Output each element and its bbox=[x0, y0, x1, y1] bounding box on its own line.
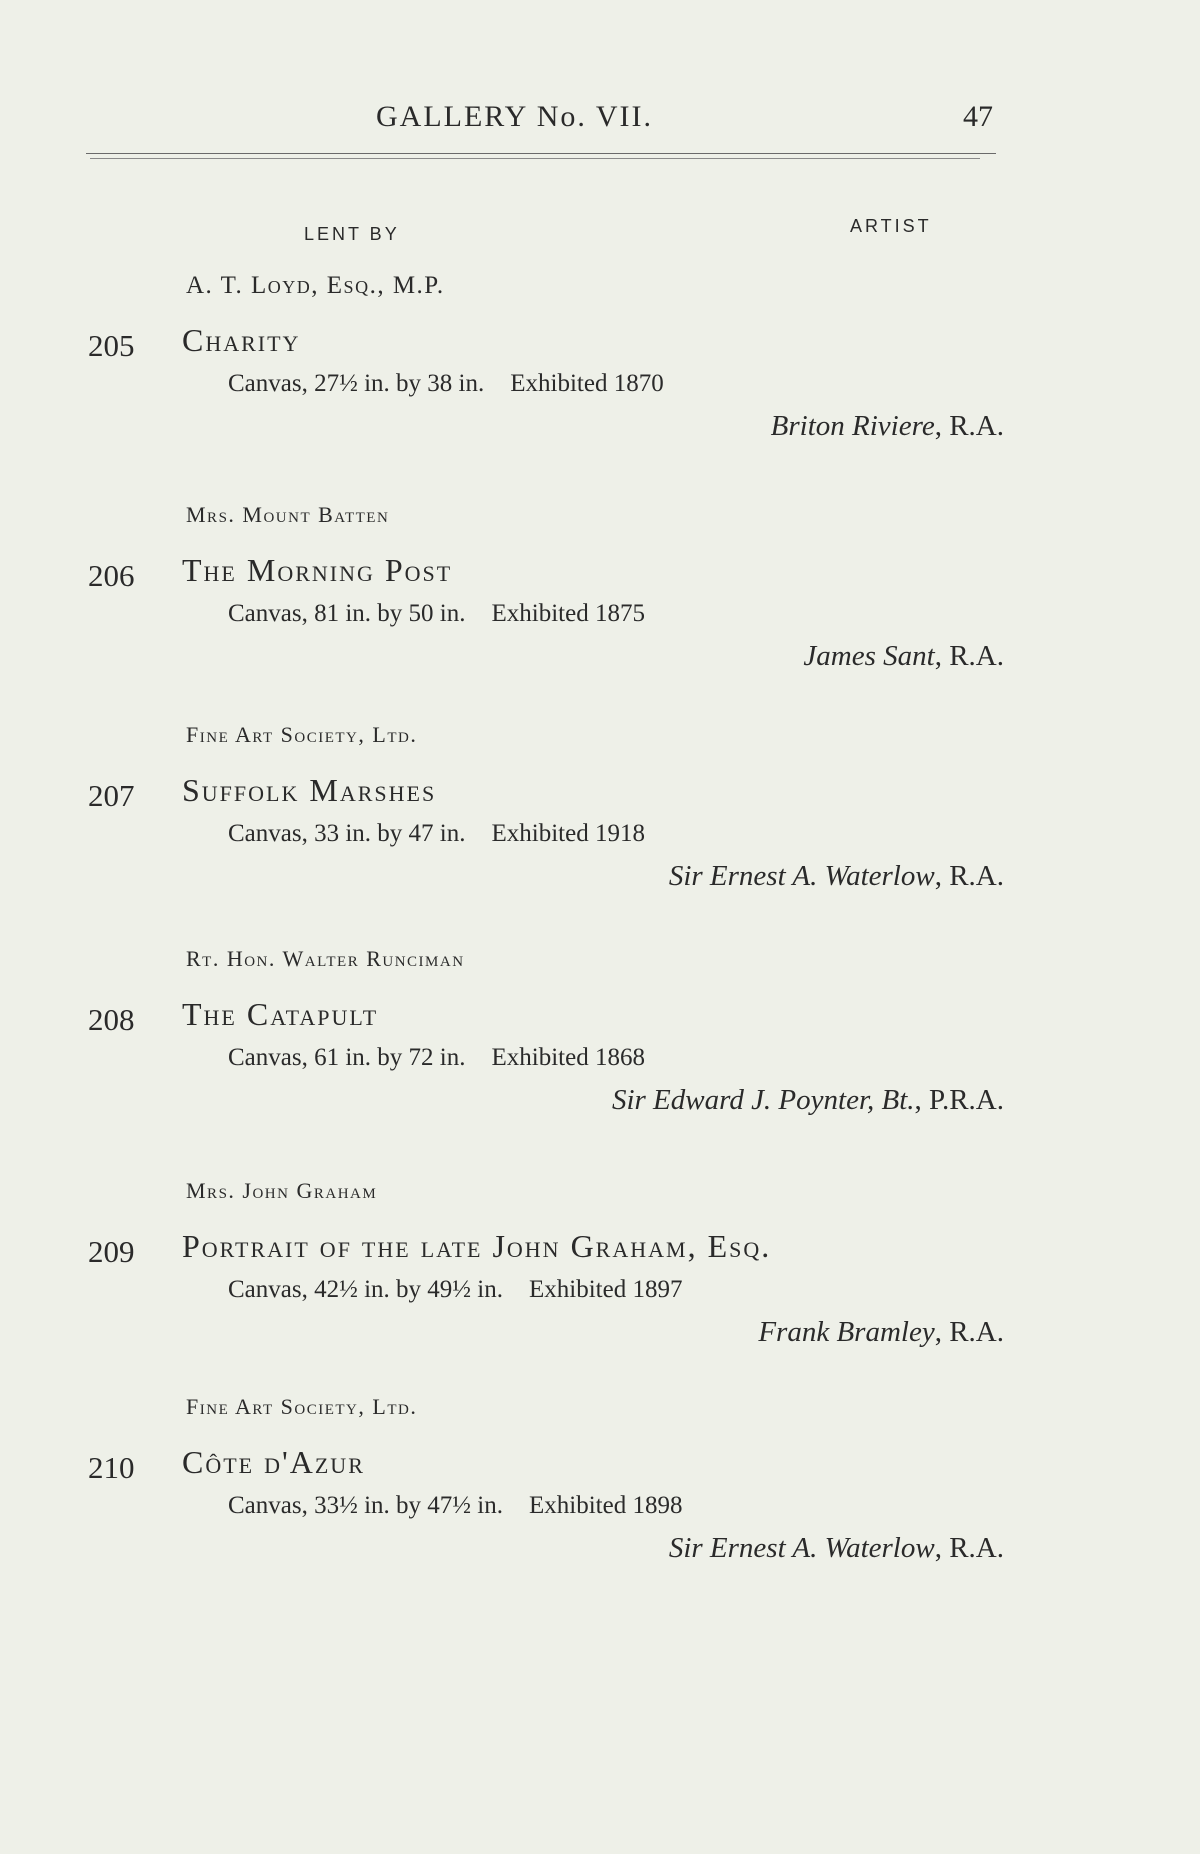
entry-number: 206 bbox=[88, 558, 135, 593]
medium-size: Canvas, 42½ in. by 49½ in. bbox=[228, 1276, 503, 1303]
painting-title: Côte d'Azur bbox=[182, 1444, 365, 1480]
exhibited-year: Exhibited 1868 bbox=[491, 1044, 645, 1071]
medium-size: Canvas, 81 in. by 50 in. bbox=[228, 600, 466, 627]
lender: Fine Art Society, Ltd. bbox=[186, 1394, 418, 1419]
artist-name: Sir Edward J. Poynter, Bt. bbox=[611, 1084, 915, 1116]
painting-details bbox=[228, 1044, 645, 1072]
painting-title: Suffolk Marshes bbox=[182, 772, 437, 808]
column-heading-lent-by: LENT BY bbox=[304, 224, 400, 244]
catalogue-entry bbox=[0, 502, 1200, 702]
header-rule-top bbox=[86, 153, 996, 154]
painting-title: Charity bbox=[182, 322, 301, 358]
exhibited-year: Exhibited 1875 bbox=[491, 600, 645, 627]
painting-title: The Catapult bbox=[182, 996, 379, 1032]
artist bbox=[612, 1084, 1004, 1117]
exhibited-year: Exhibited 1898 bbox=[529, 1492, 683, 1519]
entry-number: 205 bbox=[88, 328, 135, 363]
gallery-title: GALLERY No. VII. bbox=[376, 100, 653, 133]
medium-size: Canvas, 61 in. by 72 in. bbox=[228, 1044, 466, 1071]
lender: Mrs. Mount Batten bbox=[186, 502, 390, 527]
artist-suffix: , P.R.A. bbox=[914, 1084, 1004, 1116]
exhibited-year: Exhibited 1870 bbox=[510, 370, 664, 397]
exhibited-year: Exhibited 1897 bbox=[529, 1276, 683, 1303]
artist bbox=[758, 1316, 1004, 1349]
artist-suffix: , R.A. bbox=[934, 640, 1004, 672]
page-number: 47 bbox=[963, 100, 993, 133]
artist bbox=[669, 860, 1004, 893]
artist-name: Sir Ernest A. Waterlow bbox=[668, 860, 935, 892]
catalogue-entry bbox=[0, 722, 1200, 922]
artist-name: Briton Riviere bbox=[770, 410, 935, 442]
medium-size: Canvas, 33 in. by 47 in. bbox=[228, 820, 466, 847]
lender: Rt. Hon. Walter Runciman bbox=[186, 946, 465, 971]
catalogue-entry bbox=[0, 272, 1200, 472]
lender: Mrs. John Graham bbox=[186, 1178, 378, 1203]
exhibited-year: Exhibited 1918 bbox=[491, 820, 645, 847]
artist-suffix: , R.A. bbox=[934, 1532, 1004, 1564]
lender: Fine Art Society, Ltd. bbox=[186, 722, 418, 747]
entry-number: 207 bbox=[88, 778, 135, 813]
catalogue-entry bbox=[0, 1394, 1200, 1594]
painting-title: Portrait of the late John Graham, Esq. bbox=[182, 1228, 772, 1264]
painting-details bbox=[228, 600, 645, 628]
artist-suffix: , R.A. bbox=[934, 410, 1004, 442]
medium-size: Canvas, 33½ in. by 47½ in. bbox=[228, 1492, 503, 1519]
painting-details bbox=[228, 1492, 682, 1520]
artist bbox=[771, 410, 1004, 443]
header-rule-bottom bbox=[90, 158, 980, 159]
artist-name: Sir Ernest A. Waterlow bbox=[668, 1532, 935, 1564]
artist-suffix: , R.A. bbox=[934, 860, 1004, 892]
artist-name: James Sant bbox=[803, 640, 935, 672]
artist-suffix: , R.A. bbox=[934, 1316, 1004, 1348]
catalogue-entry bbox=[0, 946, 1200, 1146]
column-heading-artist: ARTIST bbox=[850, 216, 932, 236]
entry-number: 209 bbox=[88, 1234, 135, 1269]
lender: A. T. Loyd, Esq., M.P. bbox=[186, 272, 445, 299]
painting-details bbox=[228, 820, 645, 848]
artist bbox=[803, 640, 1004, 673]
entry-number: 208 bbox=[88, 1002, 135, 1037]
catalogue-entry bbox=[0, 1178, 1200, 1378]
medium-size: Canvas, 27½ in. by 38 in. bbox=[228, 370, 485, 397]
entry-number: 210 bbox=[88, 1450, 135, 1485]
painting-details bbox=[228, 370, 664, 398]
running-head bbox=[0, 100, 1200, 140]
artist-name: Frank Bramley bbox=[758, 1316, 935, 1348]
painting-details bbox=[228, 1276, 682, 1304]
artist bbox=[669, 1532, 1004, 1565]
painting-title: The Morning Post bbox=[182, 552, 453, 588]
